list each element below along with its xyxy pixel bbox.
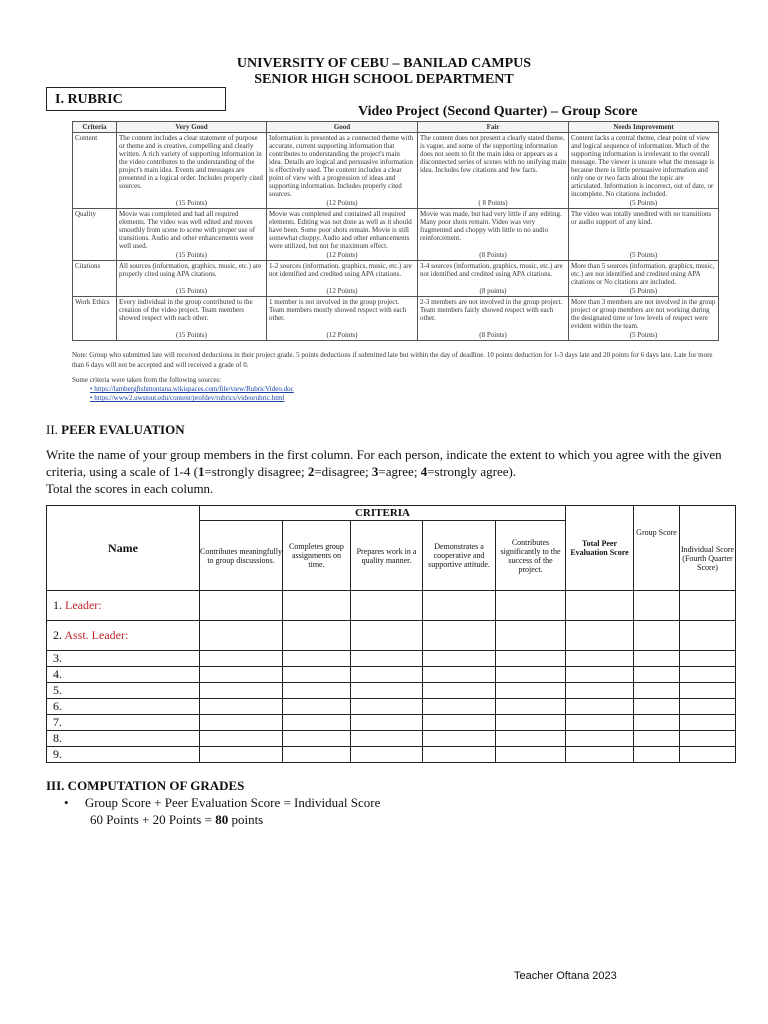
rubric-table <box>72 121 719 341</box>
source-link-2[interactable]: • https://www2.uwstout.edu/content/profdev/rubrics/videorubric.html <box>90 394 285 402</box>
member-name-cell[interactable]: 5. <box>47 683 200 699</box>
points-total: 80 <box>215 812 229 827</box>
score-cell[interactable] <box>200 715 283 731</box>
score-cell[interactable] <box>351 699 423 715</box>
score-cell[interactable] <box>283 683 351 699</box>
instr-text: Write the name of your group members in the first column. For each person, indicate the extent to which you agree with the given criteria, using a scale of 1-4 ( <box>46 447 722 479</box>
rubric-points: (5 Points) <box>569 331 719 341</box>
scale-1: 1 <box>197 464 205 479</box>
rubric-points: (15 Points) <box>117 251 267 261</box>
score-cell[interactable] <box>634 651 680 667</box>
score-cell[interactable] <box>634 621 680 651</box>
member-name-cell[interactable]: 3. <box>47 651 200 667</box>
rubric-points-row <box>73 331 719 341</box>
scale-3-label: =agree; <box>378 464 421 479</box>
score-cell[interactable] <box>634 747 680 763</box>
score-cell[interactable] <box>200 683 283 699</box>
score-cell[interactable] <box>496 667 566 683</box>
score-cell[interactable] <box>634 715 680 731</box>
score-cell[interactable] <box>351 683 423 699</box>
score-cell[interactable] <box>496 591 566 621</box>
scale-4-label: =strongly agree). <box>427 464 517 479</box>
score-cell[interactable] <box>200 699 283 715</box>
table-row <box>47 591 736 621</box>
score-cell[interactable] <box>680 651 736 667</box>
points-formula <box>90 812 263 828</box>
member-name-cell[interactable]: 6. <box>47 699 200 715</box>
member-name-cell[interactable] <box>47 591 200 621</box>
scale-2-label: =disagree; <box>314 464 372 479</box>
rubric-points-row <box>73 287 719 297</box>
score-cell[interactable] <box>351 715 423 731</box>
criterion-header: Contributes meaningfully to group discussions. <box>200 521 283 591</box>
rubric-points: (12 Points) <box>267 331 418 341</box>
score-cell[interactable] <box>634 683 680 699</box>
name-header: Name <box>47 506 200 591</box>
rubric-points: (5 Points) <box>569 287 719 297</box>
rubric-cell: Content lacks a central theme, clear point of view and logical sequence of information. Much of the supporting information is irrelevant to the overall message. The viewer is unsure what the message is because there is little persuasive information and only one or two facts about the topic are articulated. Information is incorrect, out of date, or incomplete. No citations included. <box>569 133 719 200</box>
table-row <box>47 683 736 699</box>
rubric-row-quality <box>73 209 719 252</box>
rubric-cell: 1 member is not involved in the group project. Team members mostly showed respect with each other. <box>267 297 418 332</box>
score-cell[interactable] <box>566 591 634 621</box>
score-cell[interactable] <box>283 699 351 715</box>
score-cell[interactable] <box>634 667 680 683</box>
score-cell[interactable] <box>283 731 351 747</box>
rubric-points: (15 Points) <box>117 199 267 209</box>
score-cell[interactable] <box>200 621 283 651</box>
group-score-header: Group Score <box>634 506 680 591</box>
source-link-text[interactable]: https://www2.uwstout.edu/content/profdev/rubrics/videorubric.html <box>94 394 285 402</box>
rubric-header-row <box>73 122 719 133</box>
rubric-criterion: Content <box>73 133 117 209</box>
score-cell[interactable] <box>680 715 736 731</box>
score-cell[interactable] <box>566 715 634 731</box>
score-cell[interactable] <box>496 651 566 667</box>
peer-evaluation-heading <box>46 422 185 438</box>
rubric-criterion: Citations <box>73 261 117 297</box>
criteria-header: CRITERIA <box>200 506 566 521</box>
row-number: 2. <box>53 628 62 642</box>
rubric-cell: 2-3 members are not involved in the group project. Team members fairly showed respect with each other. <box>418 297 569 332</box>
sources-label: Some criteria were taken from the following sources: <box>72 376 222 384</box>
row-number: 1. <box>53 598 62 612</box>
score-cell[interactable] <box>200 667 283 683</box>
table-row <box>47 667 736 683</box>
criterion-header: Contributes significantly to the success of the project. <box>496 521 566 591</box>
score-cell[interactable] <box>423 731 496 747</box>
score-cell[interactable] <box>680 699 736 715</box>
rubric-title: Video Project (Second Quarter) – Group Score <box>358 104 638 119</box>
score-cell[interactable] <box>634 699 680 715</box>
scale-1-label: =strongly disagree; <box>204 464 308 479</box>
score-cell[interactable] <box>566 667 634 683</box>
score-cell[interactable] <box>423 715 496 731</box>
member-name-cell[interactable] <box>47 621 200 651</box>
score-cell[interactable] <box>496 747 566 763</box>
section-number: II. <box>46 422 62 437</box>
member-name-cell[interactable]: 9. <box>47 747 200 763</box>
criterion-header: Completes group assignments on time. <box>283 521 351 591</box>
table-row <box>47 699 736 715</box>
score-cell[interactable] <box>423 667 496 683</box>
rubric-points: (15 Points) <box>117 331 267 341</box>
score-cell[interactable] <box>351 591 423 621</box>
late-submission-note: Note: Group who submitted late will received deductions in their project grade. 5 points deductions if submitted late but within the day of deadline. 10 points deduction for 1-3 days late and 20 points for 6 days late. Late for more than 6 days will not be accepted and will received a grade of 0. <box>72 351 713 369</box>
role-label: Leader: <box>65 598 102 612</box>
rubric-criterion: Quality <box>73 209 117 261</box>
score-cell[interactable] <box>423 621 496 651</box>
score-cell[interactable] <box>496 699 566 715</box>
score-cell[interactable] <box>283 667 351 683</box>
rubric-points: (8 points) <box>418 287 569 297</box>
score-cell[interactable] <box>351 621 423 651</box>
score-cell[interactable] <box>496 683 566 699</box>
rubric-cell: Movie was completed and had all required elements. The video was well edited and moves smoothly from scene to scene with proper use of transitions. Audio and other enhancements were well used. <box>117 209 267 252</box>
rubric-row-work-ethics <box>73 297 719 332</box>
score-cell[interactable] <box>200 591 283 621</box>
score-cell[interactable] <box>566 683 634 699</box>
score-cell[interactable] <box>680 591 736 621</box>
rubric-section-label: I. RUBRIC <box>46 87 226 111</box>
rubric-cell: All sources (information, graphics, music, etc.) are properly cited using APA citations. <box>117 261 267 288</box>
rubric-row-citations <box>73 261 719 288</box>
rubric-cell: The content does not present a clearly stated theme, is vague, and some of the supporting information does not seem to fit the main idea or appears as a disconnected series of scenes with no unifying main idea. Includes few citations and few facts. <box>418 133 569 200</box>
source-link-text[interactable]: https://lambergfishmontana.wikispaces.com/file/view/RubricVideo.doc <box>94 385 294 393</box>
rubric-points: (8 Points) <box>418 331 569 341</box>
rubric-col-good: Good <box>267 122 418 133</box>
peer-evaluation-table <box>46 505 736 763</box>
rubric-cell: Movie was made, but had very little if any editing. Many poor shots remain. Video was very fragmented and choppy with little to no audio reinforcement. <box>418 209 569 252</box>
scale-2: 2 <box>307 464 315 479</box>
grade-formula: • Group Score + Peer Evaluation Score = Individual Score <box>64 795 381 810</box>
score-cell[interactable] <box>200 731 283 747</box>
rubric-cell: Every individual in the group contributed to the creation of the video project. Team members showed respect with each other. <box>117 297 267 332</box>
rubric-cell: The video was totally unedited with no transitions or audio support of any kind. <box>569 209 719 252</box>
score-cell[interactable] <box>283 591 351 621</box>
footer-credit: Teacher Oftana 2023 <box>514 970 617 982</box>
score-cell[interactable] <box>423 747 496 763</box>
member-name-cell[interactable]: 8. <box>47 731 200 747</box>
rubric-cell: Information is presented as a connected theme with accurate, current supporting information that contributes to understanding the project's main idea. Details are logical and persuasive information is effectively used. The content includes a clear point of view with a progression of ideas and supporting information. Includes properly cited sources. <box>267 133 418 200</box>
rubric-cell: The content includes a clear statement of purpose or theme and is creative, compelling and clearly written. A rich variety of supporting information in the video contributes to the understanding of the project's main idea. Events and messages are presented in a logical order. Includes properly cited sources. <box>117 133 267 200</box>
university-title: UNIVERSITY OF CEBU – BANILAD CAMPUS <box>236 56 532 71</box>
score-cell[interactable] <box>566 699 634 715</box>
score-cell[interactable] <box>351 667 423 683</box>
score-cell[interactable] <box>496 621 566 651</box>
score-cell[interactable] <box>566 621 634 651</box>
score-cell[interactable] <box>566 747 634 763</box>
score-cell[interactable] <box>680 683 736 699</box>
scale-4: 4 <box>420 464 428 479</box>
score-cell[interactable] <box>680 731 736 747</box>
rubric-points: (5 Points) <box>569 251 719 261</box>
score-cell[interactable] <box>634 591 680 621</box>
rubric-criterion: Work Ethics <box>73 297 117 341</box>
score-cell[interactable] <box>680 621 736 651</box>
rubric-cell: 1-2 sources (information, graphics, music, etc.) are not identified and credited using APA citations. <box>267 261 418 288</box>
score-cell[interactable] <box>283 621 351 651</box>
rubric-col-fair: Fair <box>418 122 569 133</box>
rubric-points: ( 8 Points) <box>418 199 569 209</box>
rubric-points: (12 Points) <box>267 287 418 297</box>
rubric-points-row <box>73 199 719 209</box>
section-title: PEER EVALUATION <box>61 422 185 437</box>
score-cell[interactable] <box>566 731 634 747</box>
role-label: Asst. Leader: <box>64 628 129 642</box>
points-text: 60 Points + 20 Points = <box>90 812 216 827</box>
member-name-cell[interactable]: 4. <box>47 667 200 683</box>
rubric-cell: More than 3 members are not involved in the group project or group members are not working during the designated time or low levels of respect were evident within the team. <box>569 297 719 332</box>
score-cell[interactable] <box>200 747 283 763</box>
table-row <box>47 651 736 667</box>
table-row <box>47 747 736 763</box>
table-row <box>47 715 736 731</box>
score-cell[interactable] <box>423 651 496 667</box>
scale-3: 3 <box>371 464 379 479</box>
rubric-cell: More than 5 sources (information, graphics, music, etc.) are not identified and credited using APA citations or No citations are included. <box>569 261 719 288</box>
rubric-points: (12 Points) <box>267 199 418 209</box>
criterion-header: Demonstrates a cooperative and supportive attitude. <box>423 521 496 591</box>
department-title: SENIOR HIGH SCHOOL DEPARTMENT <box>254 72 514 87</box>
criterion-header: Prepares work in a quality manner. <box>351 521 423 591</box>
rubric-cell: 3-4 sources (information, graphics, music, etc.) are not identified and credited using APA citations. <box>418 261 569 288</box>
rubric-row-content <box>73 133 719 200</box>
score-cell[interactable] <box>680 667 736 683</box>
score-cell[interactable] <box>351 651 423 667</box>
score-cell[interactable] <box>351 731 423 747</box>
formula-text: Group Score + Peer Evaluation Score = Individual Score <box>84 795 381 810</box>
member-name-cell[interactable]: 7. <box>47 715 200 731</box>
table-row <box>47 621 736 651</box>
score-cell[interactable] <box>680 747 736 763</box>
rubric-cell: Movie was completed and contained all required elements. Editing was not done as well as it should have been. Some poor shots remain. Movie is still somewhat choppy. Audio and other enhancements were utilized, but not for maximum effect. <box>267 209 418 252</box>
score-cell[interactable] <box>423 683 496 699</box>
total-peer-header: Total Peer Evaluation Score <box>566 506 634 591</box>
score-cell[interactable] <box>496 715 566 731</box>
score-cell[interactable] <box>283 651 351 667</box>
score-cell[interactable] <box>200 651 283 667</box>
rubric-points: (5 Points) <box>569 199 719 209</box>
score-cell[interactable] <box>566 651 634 667</box>
rubric-col-criteria: Criteria <box>73 122 117 133</box>
peer-header-row-1 <box>47 506 736 521</box>
rubric-col-very-good: Very Good <box>117 122 267 133</box>
rubric-points: (12 Points) <box>267 251 418 261</box>
rubric-points: (15 Points) <box>117 287 267 297</box>
score-cell[interactable] <box>496 731 566 747</box>
rubric-col-needs-improvement: Needs Improvement <box>569 122 719 133</box>
score-cell[interactable] <box>283 715 351 731</box>
table-row <box>47 731 736 747</box>
source-link-1[interactable]: • https://lambergfishmontana.wikispaces.com/file/view/RubricVideo.doc <box>90 385 294 393</box>
score-cell[interactable] <box>634 731 680 747</box>
score-cell[interactable] <box>423 591 496 621</box>
rubric-points-row <box>73 251 719 261</box>
instr-total: Total the scores in each column. <box>46 481 214 496</box>
score-cell[interactable] <box>283 747 351 763</box>
score-cell[interactable] <box>423 699 496 715</box>
peer-instructions <box>46 446 726 497</box>
computation-heading: III. COMPUTATION OF GRADES <box>46 778 245 793</box>
score-cell[interactable] <box>351 747 423 763</box>
points-suffix: points <box>228 812 264 827</box>
individual-score-header: Individual Score (Fourth Quarter Score) <box>680 506 736 591</box>
rubric-points: (8 Points) <box>418 251 569 261</box>
